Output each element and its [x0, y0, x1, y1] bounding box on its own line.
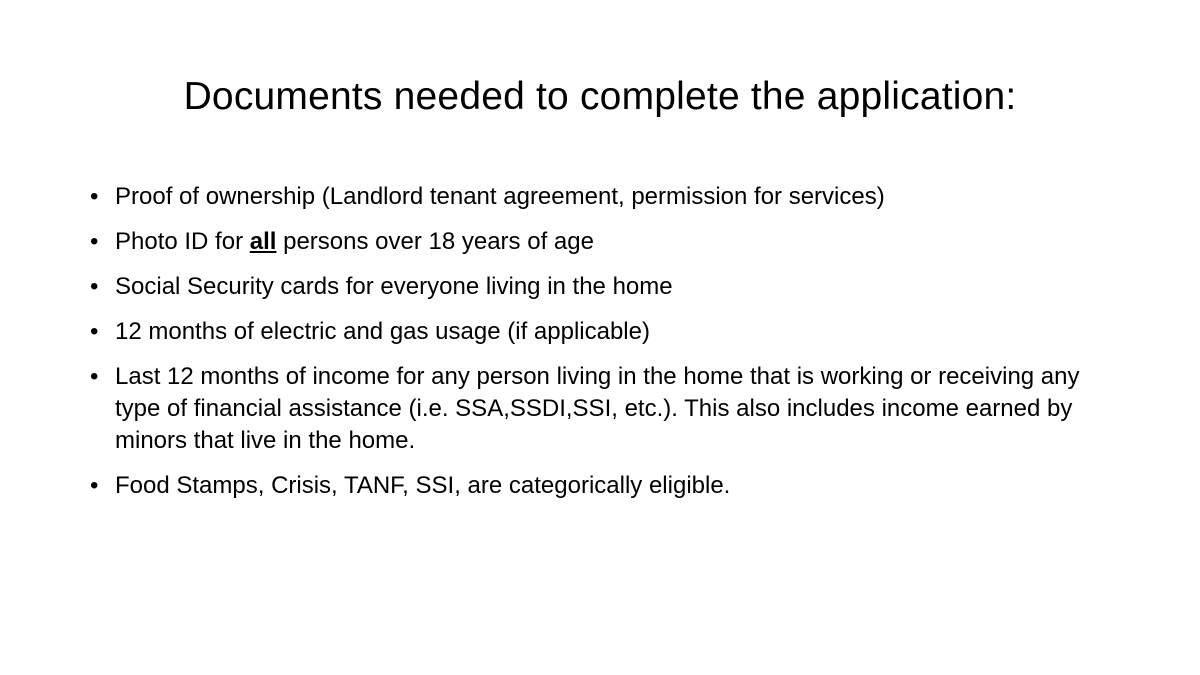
bullet-text: Social Security cards for everyone living in the home	[115, 273, 673, 300]
bullet-item-usage	[90, 316, 1130, 348]
bullet-text: Last 12 months of income for any person living in the home that is working or receiving any type of financial assistance (i.e. SSA,SSDI,SSI, etc.). This also includes income earned by minors that live in the home.	[115, 363, 1080, 454]
bullet-dot-icon: •	[90, 228, 99, 255]
bullet-dot-icon: •	[90, 273, 99, 300]
bullet-dot-icon: •	[90, 183, 99, 210]
bullet-emphasis: all	[249, 228, 277, 255]
bullet-item-photo-id	[90, 226, 1130, 258]
bullet-text-before: Photo ID for	[115, 228, 250, 255]
bullet-item-proof-of-ownership	[90, 181, 1130, 213]
bullet-list	[90, 181, 1130, 515]
bullet-text-after: persons over 18 years of age	[276, 228, 594, 255]
bullet-dot-icon: •	[90, 318, 99, 345]
bullet-text: Proof of ownership (Landlord tenant agreement, permission for services)	[115, 183, 885, 210]
bullet-item-social-security	[90, 271, 1130, 303]
bullet-text: 12 months of electric and gas usage (if applicable)	[115, 318, 650, 345]
bullet-dot-icon: •	[90, 363, 99, 390]
bullet-text: Food Stamps, Crisis, TANF, SSI, are categorically eligible.	[115, 472, 731, 499]
bullet-dot-icon: •	[90, 472, 99, 499]
bullet-item-income	[90, 361, 1130, 457]
slide-title: Documents needed to complete the application:	[183, 75, 1017, 118]
bullet-item-eligibility	[90, 470, 1130, 502]
